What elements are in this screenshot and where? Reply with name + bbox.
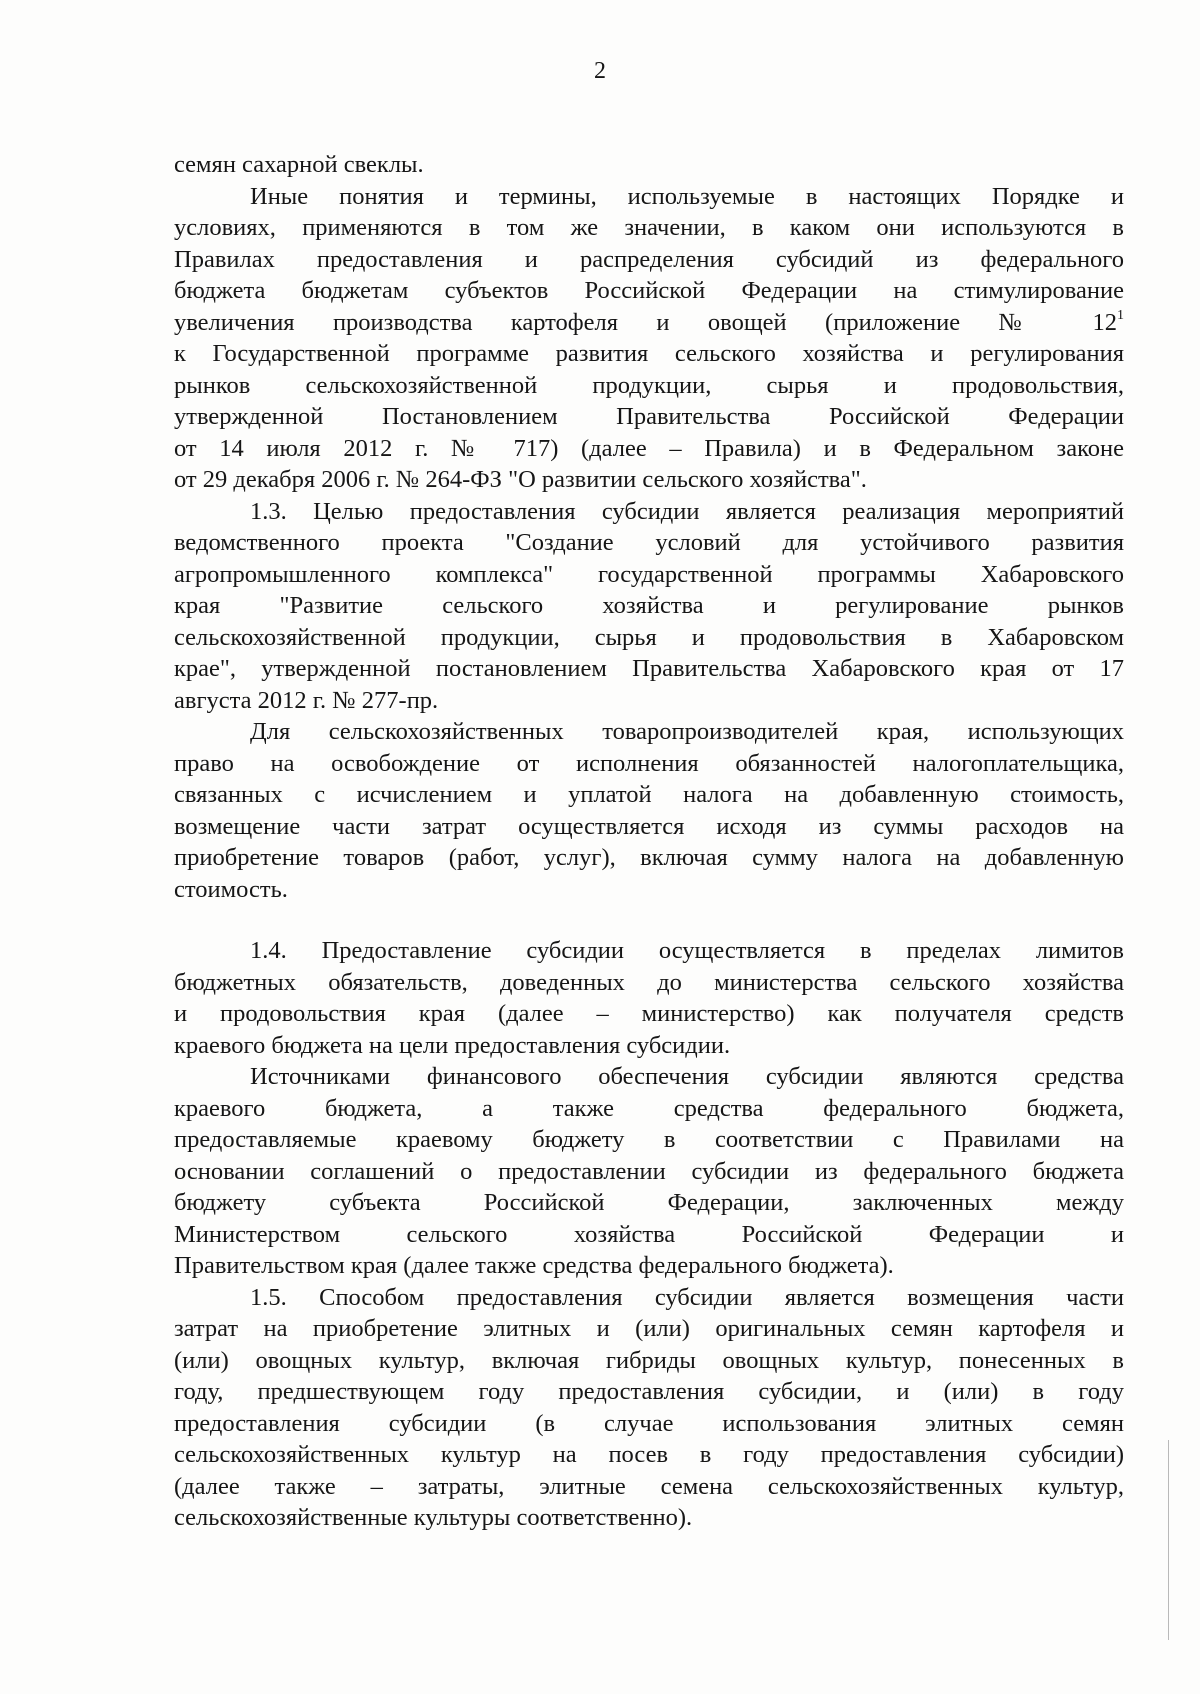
text-line-content: края "Развитие сельского хозяйства и регулирование рынков [174, 592, 1124, 619]
text-line [174, 685, 1124, 717]
text-line [174, 401, 1124, 433]
text-line-content: августа 2012 г. № 277-пр. [174, 686, 439, 714]
text-line [174, 464, 1124, 496]
text-line-content: крае", утвержденной постановлением Правительства Хабаровского края от 17 [174, 655, 1124, 682]
text-line-content: 1.4. Предоставление субсидии осуществляется в пределах лимитов [250, 937, 1124, 964]
text-line [174, 1093, 1124, 1125]
text-line [174, 275, 1124, 307]
text-line [174, 212, 1124, 244]
text-line [174, 1439, 1124, 1471]
text-line-content: Иные понятия и термины, используемые в настоящих Порядке и [250, 182, 1124, 210]
text-line [174, 1502, 1124, 1534]
text-line [174, 1156, 1124, 1188]
text-line-content: бюджету субъекта Российской Федерации, заключенных между [174, 1189, 1124, 1216]
text-line [174, 527, 1124, 559]
text-line [174, 1408, 1124, 1440]
text-line [174, 967, 1124, 999]
text-line-content: агропромышленного комплекса" государственной программы Хабаровского [174, 560, 1124, 588]
text-line-content: затрат на приобретение элитных и (или) оригинальных семян картофеля и [174, 1315, 1124, 1342]
text-line [174, 559, 1124, 591]
text-line-content: 1.5. Способом предоставления субсидии является возмещения части [250, 1283, 1124, 1311]
text-line [174, 716, 1124, 748]
superscript: 1 [1117, 307, 1124, 323]
text-line [174, 779, 1124, 811]
text-line [174, 1219, 1124, 1251]
text-line [174, 149, 1124, 181]
text-line-content: Для сельскохозяйственных товаропроизводителей края, использующих [250, 718, 1124, 745]
text-line-content: сельскохозяйственные культуры соответственно). [174, 1504, 693, 1531]
text-line-content: основании соглашений о предоставлении субсидии из федерального бюджета [174, 1157, 1124, 1185]
text-line [174, 590, 1124, 622]
text-line [174, 1030, 1124, 1062]
text-line-content: Правительством края (далее также средства федерального бюджета). [174, 1252, 894, 1279]
text-line [174, 338, 1124, 370]
text-line [174, 842, 1124, 874]
text-line [174, 1471, 1124, 1503]
text-line-content: бюджета бюджетам субъектов Российской Федерации на стимулирование [174, 277, 1124, 304]
scan-edge-mark [1168, 1440, 1169, 1640]
text-line-content: (далее также – затраты, элитные семена сельскохозяйственных культур, [174, 1472, 1124, 1500]
text-line-content: семян сахарной свеклы. [174, 151, 424, 178]
text-line-content: от 29 декабря 2006 г. № 264-ФЗ "О развитии сельского хозяйства". [174, 466, 867, 493]
text-line-content: Министерством сельского хозяйства Российской Федерации и [174, 1220, 1124, 1248]
text-line [174, 1282, 1124, 1314]
text-line [174, 370, 1124, 402]
text-line [174, 1345, 1124, 1377]
text-line-content: условиях, применяются в том же значении, в каком они используются в [174, 214, 1124, 241]
text-line-content: краевого бюджета на цели предоставления субсидии. [174, 1031, 731, 1059]
text-line [174, 874, 1124, 906]
text-line-content: стоимость. [174, 875, 288, 903]
text-line [174, 653, 1124, 685]
text-line-content: приобретение товаров (работ, услуг), включая сумму налога на добавленную [174, 844, 1124, 871]
text-block-upper [174, 149, 1124, 905]
text-block-lower [174, 935, 1124, 1534]
text-line [174, 1061, 1124, 1093]
text-line [174, 181, 1124, 213]
text-line [174, 811, 1124, 843]
text-line [174, 307, 1124, 339]
text-line [174, 1124, 1124, 1156]
text-line-content: ведомственного проекта "Создание условий для устойчивого развития [174, 529, 1124, 556]
text-line-content: к Государственной программе развития сельского хозяйства и регулирования [174, 340, 1124, 367]
text-line [174, 244, 1124, 276]
text-line-content: от 14 июля 2012 г. № 717) (далее – Правила) и в Федеральном законе [174, 434, 1124, 462]
text-line-content: предоставляемые краевому бюджету в соответствии с Правилами на [174, 1126, 1124, 1153]
text-line [174, 1187, 1124, 1219]
text-line-content: и продовольствия края (далее – министерство) как получателя средств [174, 1000, 1124, 1027]
text-line-content: бюджетных обязательств, доведенных до министерства сельского хозяйства [174, 968, 1124, 996]
text-line-content: сельскохозяйственных культур на посев в году предоставления субсидии) [174, 1441, 1124, 1468]
text-line-content: Источниками финансового обеспечения субсидии являются средства [250, 1063, 1124, 1090]
text-line-content: рынков сельскохозяйственной продукции, сырья и продовольствия, [174, 371, 1124, 399]
text-line-content: предоставления субсидии (в случае использования элитных семян [174, 1409, 1124, 1437]
text-line-content: возмещение части затрат осуществляется исходя из суммы расходов на [174, 812, 1124, 840]
text-line-content: связанных с исчислением и уплатой налога на добавленную стоимость, [174, 781, 1124, 808]
text-line [174, 1376, 1124, 1408]
text-line [174, 998, 1124, 1030]
text-line-content: краевого бюджета, а также средства федерального бюджета, [174, 1094, 1124, 1122]
text-line-content: (или) овощных культур, включая гибриды овощных культур, понесенных в [174, 1346, 1124, 1374]
text-line-content: 1.3. Целью предоставления субсидии является реализация мероприятий [250, 497, 1124, 525]
text-line [174, 935, 1124, 967]
text-line-content: году, предшествующем году предоставления субсидии, и (или) в году [174, 1378, 1124, 1405]
text-line [174, 496, 1124, 528]
text-line [174, 622, 1124, 654]
text-line-content: увеличения производства картофеля и овощей (приложение № 12 [174, 308, 1117, 336]
text-line [174, 433, 1124, 465]
text-line-content: Правилах предоставления и распределения субсидий из федерального [174, 245, 1124, 273]
text-line [174, 748, 1124, 780]
text-line-content: право на освобождение от исполнения обязанностей налогоплательщика, [174, 749, 1124, 777]
text-line [174, 1313, 1124, 1345]
text-line-content: утвержденной Постановлением Правительства Российской Федерации [174, 403, 1124, 430]
page-number: 2 [594, 58, 606, 84]
text-line [174, 1250, 1124, 1282]
text-line-content: сельскохозяйственной продукции, сырья и продовольствия в Хабаровском [174, 623, 1124, 651]
